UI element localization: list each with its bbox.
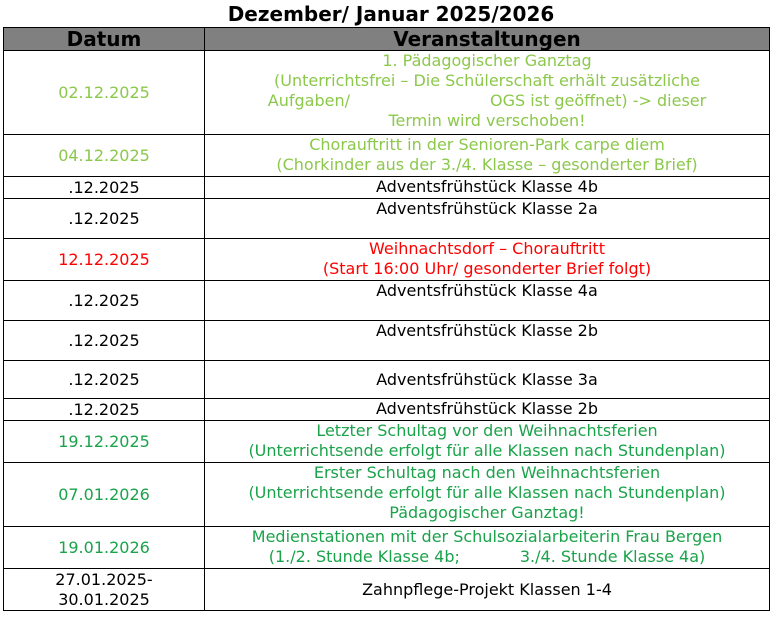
table-row <box>4 51 770 135</box>
date-line: 30.01.2025 <box>58 589 150 609</box>
event-line: Weihnachtsdorf – Chorauftritt <box>369 239 605 258</box>
date-cell: .12.2025 <box>4 361 205 399</box>
table-row <box>4 399 770 421</box>
header-date: Datum <box>4 28 205 51</box>
table-row <box>4 463 770 527</box>
header-event: Veranstaltungen <box>205 28 770 51</box>
table-row <box>4 281 770 321</box>
event-cell <box>205 135 770 177</box>
table-row <box>4 239 770 281</box>
event-line: OGS ist geöffnet) -> dieser <box>489 91 707 110</box>
event-line: (Unterrichtsende erfolgt für alle Klassen nach Stundenplan) <box>248 441 726 460</box>
event-line-split <box>209 91 765 111</box>
event-cell <box>205 527 770 569</box>
event-line: Erster Schultag nach den Weihnachtsferien <box>313 463 661 482</box>
date-cell: .12.2025 <box>4 321 205 361</box>
event-line: Pädagogischer Ganztag! <box>389 503 585 522</box>
event-line: (Chorkinder aus der 3./4. Klasse – gesonderter Brief) <box>276 155 698 174</box>
date-cell <box>4 569 205 611</box>
event-cell <box>205 463 770 527</box>
event-cell <box>205 421 770 463</box>
table-row <box>4 177 770 199</box>
event-line: 1. Pädagogischer Ganztag <box>382 51 592 70</box>
table-row <box>4 199 770 239</box>
table-row <box>4 421 770 463</box>
event-line: Termin wird verschoben! <box>388 111 586 130</box>
event-line: Adventsfrühstück Klasse 4a <box>376 281 598 300</box>
event-line: (Unterrichtsende erfolgt für alle Klassen nach Stundenplan) <box>248 483 726 502</box>
event-cell <box>205 51 770 135</box>
date-cell: .12.2025 <box>4 399 205 421</box>
date-cell: 07.01.2026 <box>4 463 205 527</box>
table-row <box>4 135 770 177</box>
date-cell: 02.12.2025 <box>4 51 205 135</box>
event-line: Zahnpflege-Projekt Klassen 1-4 <box>362 579 612 599</box>
schedule-table <box>3 27 770 611</box>
event-cell <box>205 281 770 321</box>
date-cell: 12.12.2025 <box>4 239 205 281</box>
event-line-split <box>209 547 765 567</box>
date-cell: 04.12.2025 <box>4 135 205 177</box>
event-line: (Unterrichtsfrei – Die Schülerschaft erhält zusätzliche <box>274 71 700 90</box>
event-line: Adventsfrühstück Klasse 2b <box>376 321 598 340</box>
event-line: Adventsfrühstück Klasse 2b <box>376 399 598 418</box>
event-line: Adventsfrühstück Klasse 2a <box>376 199 598 218</box>
date-line: 27.01.2025- <box>55 569 153 589</box>
date-cell: .12.2025 <box>4 281 205 321</box>
event-line: (1./2. Stunde Klasse 4b; <box>268 547 460 566</box>
event-cell <box>205 569 770 611</box>
event-line: Medienstationen mit der Schulsozialarbeiterin Frau Bergen <box>251 527 723 546</box>
date-cell: 19.01.2026 <box>4 527 205 569</box>
header-row <box>4 28 770 51</box>
event-cell <box>205 321 770 361</box>
event-line: Letzter Schultag vor den Weihnachtsferien <box>316 421 658 440</box>
date-cell: .12.2025 <box>4 199 205 239</box>
event-cell <box>205 399 770 421</box>
event-cell <box>205 361 770 399</box>
table-row <box>4 527 770 569</box>
event-line: Adventsfrühstück Klasse 3a <box>376 369 598 389</box>
table-row <box>4 569 770 611</box>
event-line: 3./4. Stunde Klasse 4a) <box>519 547 706 566</box>
date-cell: 19.12.2025 <box>4 421 205 463</box>
event-cell <box>205 239 770 281</box>
event-line: (Start 16:00 Uhr/ gesonderter Brief folgt) <box>322 259 652 278</box>
page-title: Dezember/ Januar 2025/2026 <box>227 2 555 26</box>
event-line: Adventsfrühstück Klasse 4b <box>376 177 598 196</box>
date-cell: .12.2025 <box>4 177 205 199</box>
table-row <box>4 321 770 361</box>
event-line: Aufgaben/ <box>267 91 350 110</box>
event-cell <box>205 199 770 239</box>
table-row <box>4 361 770 399</box>
event-cell <box>205 177 770 199</box>
event-line: Chorauftritt in der Senioren-Park carpe diem <box>309 135 665 154</box>
